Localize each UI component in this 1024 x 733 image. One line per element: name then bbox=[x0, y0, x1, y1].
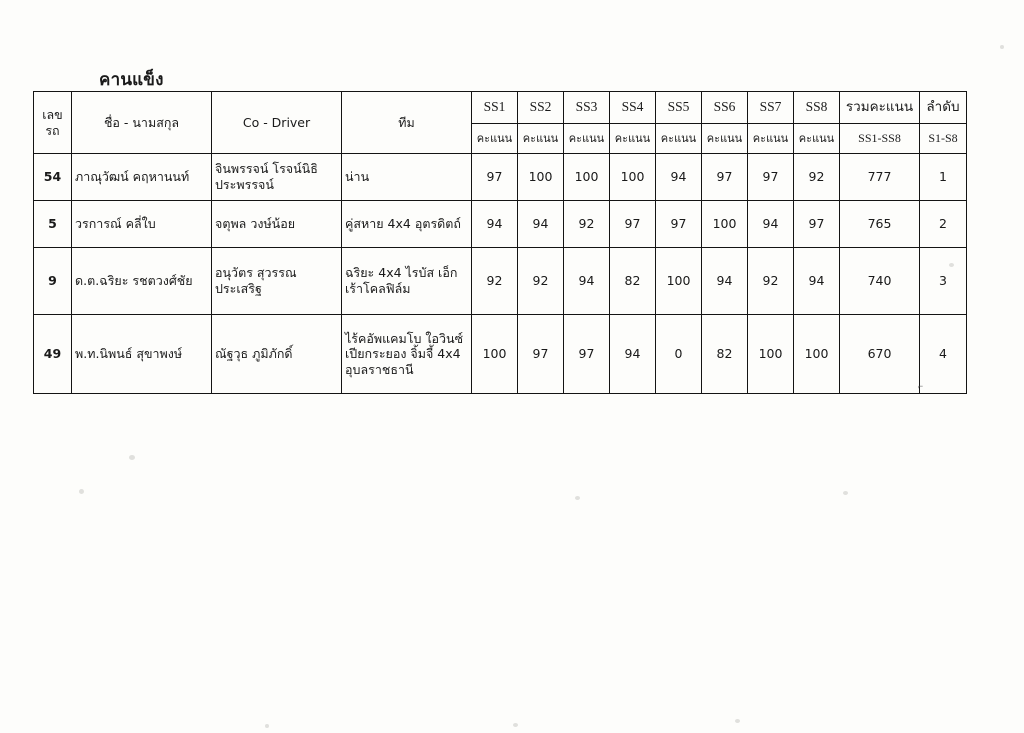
cell-score-ss7: 97 bbox=[748, 154, 794, 201]
table-row bbox=[34, 154, 967, 201]
cell-team: ไร้คอัพแคมโบ ใอวินซ์ เปียกระยอง จิ้มจี้ 4x4 อุบลราชธานี bbox=[342, 315, 472, 394]
subheader-score-ss6: คะแนน bbox=[702, 124, 748, 154]
subheader-score-ss5: คะแนน bbox=[656, 124, 702, 154]
subheader-score-ss3: คะแนน bbox=[564, 124, 610, 154]
results-table bbox=[33, 91, 967, 394]
cell-score-ss4: 100 bbox=[610, 154, 656, 201]
cell-score-ss3: 100 bbox=[564, 154, 610, 201]
cell-car-no: 5 bbox=[34, 201, 72, 248]
table-row bbox=[34, 248, 967, 315]
page-title: คานแข็ง bbox=[99, 70, 164, 90]
cell-car-no: 54 bbox=[34, 154, 72, 201]
cell-score-ss7: 100 bbox=[748, 315, 794, 394]
cell-total: 740 bbox=[840, 248, 920, 315]
cell-score-ss8: 94 bbox=[794, 248, 840, 315]
cell-score-ss1: 92 bbox=[472, 248, 518, 315]
table-header-group-row bbox=[34, 92, 967, 124]
header-stage-ss3: SS3 bbox=[564, 92, 610, 124]
cell-co-driver: อนุวัตร สุวรรณประเสริฐ bbox=[212, 248, 342, 315]
cell-driver: ภาณุวัฒน์ คฤหานนท์ bbox=[72, 154, 212, 201]
cell-driver: วรการณ์ คลี่ใบ bbox=[72, 201, 212, 248]
header-co-driver: Co - Driver bbox=[212, 92, 342, 154]
cell-co-driver: ณัฐวุธ ภูมิภักดิ์ bbox=[212, 315, 342, 394]
cell-co-driver: จินพรรจน์ โรจน์นิธิประพรรจน์ bbox=[212, 154, 342, 201]
subheader-score-ss4: คะแนน bbox=[610, 124, 656, 154]
subheader-score-ss2: คะแนน bbox=[518, 124, 564, 154]
cell-score-ss2: 92 bbox=[518, 248, 564, 315]
header-stage-ss5: SS5 bbox=[656, 92, 702, 124]
cell-score-ss7: 94 bbox=[748, 201, 794, 248]
cell-total: 777 bbox=[840, 154, 920, 201]
cell-team: ฉริยะ 4x4 ไรบัส เอ็กเร้าโคลฟิล์ม bbox=[342, 248, 472, 315]
header-driver: ชื่อ - นามสกุล bbox=[72, 92, 212, 154]
cell-score-ss6: 97 bbox=[702, 154, 748, 201]
cell-score-ss8: 100 bbox=[794, 315, 840, 394]
results-table-container bbox=[33, 91, 960, 394]
cell-score-ss2: 97 bbox=[518, 315, 564, 394]
cell-score-ss4: 94 bbox=[610, 315, 656, 394]
cell-score-ss1: 97 bbox=[472, 154, 518, 201]
header-team: ทีม bbox=[342, 92, 472, 154]
cell-driver: ด.ต.ฉริยะ รชตวงศ์ชัย bbox=[72, 248, 212, 315]
header-rank: ลำดับ bbox=[920, 92, 967, 124]
header-car-no: เลขรถ bbox=[34, 92, 72, 154]
cell-score-ss5: 94 bbox=[656, 154, 702, 201]
cell-score-ss2: 100 bbox=[518, 154, 564, 201]
cell-score-ss6: 82 bbox=[702, 315, 748, 394]
cell-score-ss7: 92 bbox=[748, 248, 794, 315]
cell-score-ss4: 82 bbox=[610, 248, 656, 315]
header-stage-ss1: SS1 bbox=[472, 92, 518, 124]
cell-total: 765 bbox=[840, 201, 920, 248]
table-row bbox=[34, 201, 967, 248]
header-stage-ss2: SS2 bbox=[518, 92, 564, 124]
cell-co-driver: จตุพล วงษ์น้อย bbox=[212, 201, 342, 248]
cell-score-ss1: 100 bbox=[472, 315, 518, 394]
subheader-total-range: SS1-SS8 bbox=[840, 124, 920, 154]
header-stage-ss8: SS8 bbox=[794, 92, 840, 124]
cell-car-no: 49 bbox=[34, 315, 72, 394]
cell-rank: 3 bbox=[920, 248, 967, 315]
cell-score-ss5: 97 bbox=[656, 201, 702, 248]
cell-team: คู่สหาย 4x4 อุตรดิตถ์ bbox=[342, 201, 472, 248]
table-row bbox=[34, 315, 967, 394]
cell-score-ss8: 92 bbox=[794, 154, 840, 201]
cell-score-ss6: 94 bbox=[702, 248, 748, 315]
cell-total: 670 bbox=[840, 315, 920, 394]
cell-score-ss1: 94 bbox=[472, 201, 518, 248]
cell-score-ss4: 97 bbox=[610, 201, 656, 248]
cell-score-ss5: 100 bbox=[656, 248, 702, 315]
cell-driver: พ.ท.นิพนธ์ สุขาพงษ์ bbox=[72, 315, 212, 394]
cell-score-ss5: 0 bbox=[656, 315, 702, 394]
cell-team: น่าน bbox=[342, 154, 472, 201]
subheader-rank-range: S1-S8 bbox=[920, 124, 967, 154]
cell-score-ss6: 100 bbox=[702, 201, 748, 248]
cell-rank: 2 bbox=[920, 201, 967, 248]
cell-score-ss8: 97 bbox=[794, 201, 840, 248]
subheader-score-ss1: คะแนน bbox=[472, 124, 518, 154]
scan-edge-mark: ⌐ bbox=[918, 381, 924, 391]
cell-score-ss3: 97 bbox=[564, 315, 610, 394]
subheader-score-ss7: คะแนน bbox=[748, 124, 794, 154]
cell-rank: 4 bbox=[920, 315, 967, 394]
cell-score-ss3: 94 bbox=[564, 248, 610, 315]
header-total: รวมคะแนน bbox=[840, 92, 920, 124]
cell-car-no: 9 bbox=[34, 248, 72, 315]
cell-rank: 1 bbox=[920, 154, 967, 201]
header-stage-ss4: SS4 bbox=[610, 92, 656, 124]
header-stage-ss6: SS6 bbox=[702, 92, 748, 124]
header-stage-ss7: SS7 bbox=[748, 92, 794, 124]
cell-score-ss2: 94 bbox=[518, 201, 564, 248]
cell-score-ss3: 92 bbox=[564, 201, 610, 248]
subheader-score-ss8: คะแนน bbox=[794, 124, 840, 154]
